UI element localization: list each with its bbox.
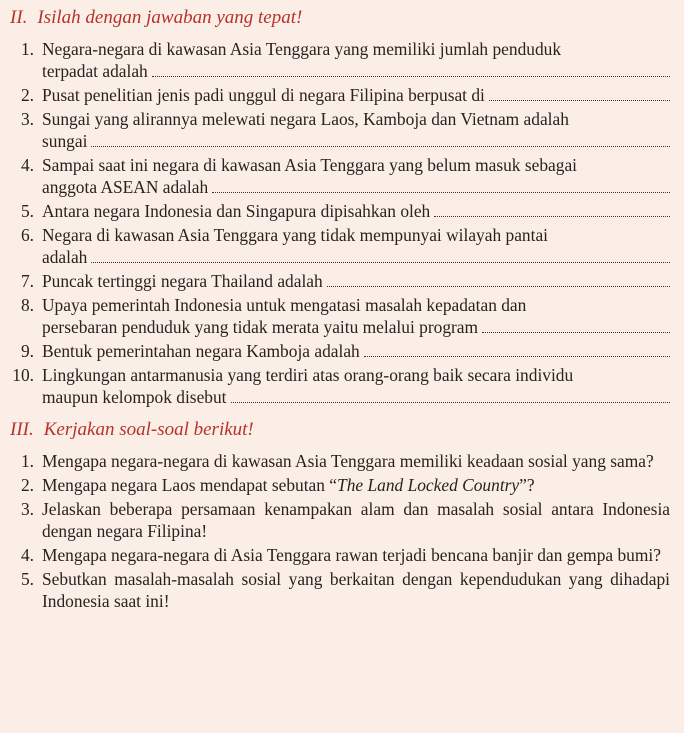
- question-number: 1.: [20, 451, 34, 471]
- question-text: Bentuk pemerintahan negara Kamboja adalah: [42, 341, 360, 361]
- question-item: [10, 154, 670, 198]
- question-number: 1.: [20, 39, 34, 59]
- question-item: [10, 294, 670, 338]
- section-3-title: Kerjakan soal-soal berikut!: [43, 419, 254, 440]
- question-item: [10, 364, 670, 408]
- fill-in-question-list: [10, 38, 670, 408]
- question-text: Pusat penelitian jenis padi unggul di negara Filipina berpusat di: [42, 85, 485, 105]
- question-text: Mengapa negara-negara di Asia Tenggara rawan terjadi bencana banjir dan gempa bumi?: [42, 545, 661, 565]
- section-3-heading: [10, 418, 670, 442]
- question-item: [10, 270, 670, 292]
- question-item: [10, 200, 670, 222]
- question-text: sungai: [42, 131, 88, 151]
- answer-blank[interactable]: [152, 75, 670, 77]
- answer-blank[interactable]: [482, 331, 670, 333]
- section-2-heading: [10, 6, 670, 30]
- question-item: [10, 474, 670, 496]
- question-text: Negara di kawasan Asia Tenggara yang tidak mempunyai wilayah pantai: [42, 225, 548, 245]
- answer-blank[interactable]: [231, 401, 670, 403]
- answer-blank[interactable]: [327, 285, 670, 287]
- answer-blank[interactable]: [212, 191, 670, 193]
- question-text: adalah: [42, 247, 88, 267]
- answer-blank[interactable]: [91, 261, 670, 263]
- question-number: 7.: [20, 271, 34, 291]
- question-item: [10, 224, 670, 268]
- question-text: maupun kelompok disebut: [42, 387, 227, 407]
- question-number: 2.: [20, 475, 34, 495]
- question-number: 6.: [20, 225, 34, 245]
- question-number: 3.: [20, 109, 34, 129]
- question-text: terpadat adalah: [42, 61, 148, 81]
- question-item: [10, 544, 670, 566]
- answer-blank[interactable]: [364, 355, 670, 357]
- question-text-part: Mengapa negara Laos mendapat sebutan “: [42, 475, 338, 495]
- question-text: Upaya pemerintah Indonesia untuk mengatasi masalah kepadatan dan: [42, 295, 527, 315]
- question-text: Puncak tertinggi negara Thailand adalah: [42, 271, 323, 291]
- answer-blank[interactable]: [489, 99, 670, 101]
- question-item: [10, 84, 670, 106]
- question-item: [10, 498, 670, 542]
- section-2-number: II.: [10, 7, 28, 28]
- question-text: Sampai saat ini negara di kawasan Asia Tenggara yang belum masuk sebagai: [42, 155, 577, 175]
- question-number: 5.: [20, 201, 34, 221]
- question-number: 9.: [20, 341, 34, 361]
- question-text-part: ”?: [519, 475, 535, 495]
- question-number: 4.: [20, 155, 34, 175]
- question-text: [42, 474, 670, 496]
- question-text-italic: The Land Locked Country: [337, 475, 520, 495]
- question-text: Sungai yang alirannya melewati negara Laos, Kamboja dan Vietnam adalah: [42, 109, 569, 129]
- question-number: 5.: [20, 569, 34, 589]
- question-number: 3.: [20, 499, 34, 519]
- question-text: persebaran penduduk yang tidak merata yaitu melalui program: [42, 317, 479, 337]
- question-text: Negara-negara di kawasan Asia Tenggara yang memiliki jumlah penduduk: [42, 39, 562, 59]
- question-text: Jelaskan beberapa persamaan kenampakan alam dan masalah sosial antara Indonesia dengan negara Filipina!: [42, 499, 670, 541]
- question-item: [10, 38, 670, 82]
- question-text: Mengapa negara-negara di kawasan Asia Tenggara memiliki keadaan sosial yang sama?: [42, 451, 654, 471]
- question-number: 2.: [20, 85, 34, 105]
- answer-blank[interactable]: [91, 145, 670, 147]
- question-number: 8.: [20, 295, 34, 315]
- question-text: Lingkungan antarmanusia yang terdiri atas orang-orang baik secara individu: [42, 365, 574, 385]
- section-3-number: III.: [10, 419, 34, 440]
- question-item: [10, 108, 670, 152]
- answer-blank[interactable]: [434, 215, 670, 217]
- question-number: 10.: [12, 365, 34, 385]
- question-number: 4.: [20, 545, 34, 565]
- essay-question-list: [10, 450, 670, 612]
- question-item: [10, 450, 670, 472]
- question-text: Sebutkan masalah-masalah sosial yang berkaitan dengan kependudukan yang dihadapi Indonesia saat ini!: [42, 569, 670, 611]
- question-item: [10, 340, 670, 362]
- question-text: Antara negara Indonesia dan Singapura dipisahkan oleh: [42, 201, 431, 221]
- question-item: [10, 568, 670, 612]
- question-text: anggota ASEAN adalah: [42, 177, 209, 197]
- section-2-title: Isilah dengan jawaban yang tepat!: [37, 7, 303, 28]
